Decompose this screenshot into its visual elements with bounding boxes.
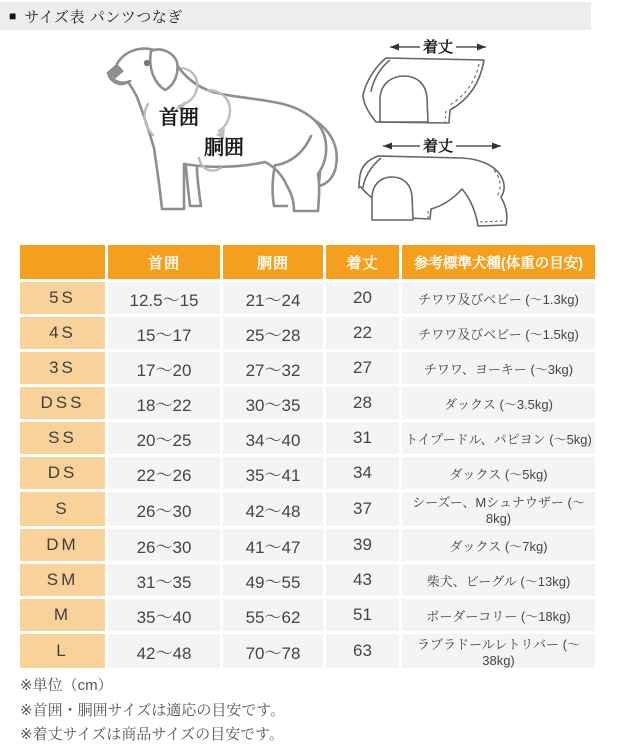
bottom-length-arrowhead-right xyxy=(492,143,501,150)
breed-cell: シーズー、Mシュナウザー (～8kg) xyxy=(402,492,595,526)
size-cell: DSS xyxy=(20,387,105,419)
neck-cell: 35～40 xyxy=(108,599,220,631)
size-cell: 3S xyxy=(20,352,105,384)
neck-cell: 42～48 xyxy=(108,634,220,668)
neck-cell: 26～30 xyxy=(108,529,220,561)
dog-eye xyxy=(144,60,150,66)
size-cell: M xyxy=(20,599,105,631)
garment-length-diagrams xyxy=(350,38,580,240)
girth-cell: 42～48 xyxy=(223,492,323,526)
girth-cell: 30～35 xyxy=(223,387,323,419)
bottom-garment-length-label: 着丈 xyxy=(422,138,454,155)
length-cell: 37 xyxy=(326,492,399,526)
table-row xyxy=(20,634,595,668)
neck-cell: 15～17 xyxy=(108,317,220,349)
table-row xyxy=(20,422,595,454)
length-cell: 31 xyxy=(326,422,399,454)
footnotes xyxy=(20,674,285,748)
girth-cell: 35～41 xyxy=(223,457,323,489)
table-row xyxy=(20,599,595,631)
girth-cell: 70～78 xyxy=(223,634,323,668)
length-cell: 63 xyxy=(326,634,399,668)
length-cell: 43 xyxy=(326,564,399,596)
girth-cell: 55～62 xyxy=(223,599,323,631)
size-cell: DS xyxy=(20,457,105,489)
breed-cell: チワワ及びベビー (～1.3kg) xyxy=(402,282,595,314)
bottom-length-arrowhead-left xyxy=(383,143,392,150)
breed-cell: ダックス (～7kg) xyxy=(402,529,595,561)
neck-cell: 22～26 xyxy=(108,457,220,489)
table-row xyxy=(20,387,595,419)
size-cell: L xyxy=(20,634,105,668)
breed-cell: ダックス (～5kg) xyxy=(402,457,595,489)
square-bullet-icon: ■ xyxy=(9,9,17,23)
note-fit: ※首囲・胴囲サイズは適応の目安です。 xyxy=(20,701,286,719)
breed-cell: チワワ、ヨーキー (～3kg) xyxy=(402,352,595,384)
length-cell: 51 xyxy=(326,599,399,631)
table-row xyxy=(20,352,595,384)
neck-cell: 20～25 xyxy=(108,422,220,454)
length-cell: 27 xyxy=(326,352,399,384)
breed-cell: ダックス (～3.5kg) xyxy=(402,387,595,419)
bottom-garment-leghole xyxy=(372,177,413,220)
girth-cell: 49～55 xyxy=(223,564,323,596)
neck-cell: 12.5～15 xyxy=(108,282,220,314)
note-unit: ※単位（cm） xyxy=(20,677,113,694)
size-cell: 5S xyxy=(20,282,105,314)
girth-cell: 27～32 xyxy=(223,352,323,384)
top-length-arrowhead-left xyxy=(390,44,399,51)
top-garment-leghole xyxy=(380,76,428,122)
dog-far-front-leg xyxy=(186,166,201,206)
header-breed: 参考標準犬種(体重の目安) xyxy=(402,245,595,279)
neck-cell: 31～35 xyxy=(108,564,220,596)
breed-cell: ボーダーコリー (～18kg) xyxy=(402,599,595,631)
size-cell: SM xyxy=(20,564,105,596)
table-row xyxy=(20,492,595,526)
length-cell: 28 xyxy=(326,387,399,419)
length-cell: 22 xyxy=(326,317,399,349)
size-cell: 4S xyxy=(20,317,105,349)
header-length: 着丈 xyxy=(326,245,399,279)
top-length-arrowhead-right xyxy=(477,44,486,51)
table-row xyxy=(20,564,595,596)
dog-measurement-illustration xyxy=(78,40,348,240)
length-cell: 39 xyxy=(326,529,399,561)
girth-measure-label: 胴囲 xyxy=(204,137,244,159)
table-row xyxy=(20,529,595,561)
neck-cell: 17～20 xyxy=(108,352,220,384)
girth-cell: 41～47 xyxy=(223,529,323,561)
page-title: サイズ表 パンツつなぎ xyxy=(24,8,183,26)
size-cell: S xyxy=(20,492,105,526)
breed-cell: チワワ及びベビー (～1.5kg) xyxy=(402,317,595,349)
size-table xyxy=(17,242,598,671)
breed-cell: トイプードル、パピヨン (～5kg) xyxy=(402,422,595,454)
size-cell: SS xyxy=(20,422,105,454)
table-row xyxy=(20,317,595,349)
header-neck: 首囲 xyxy=(108,245,220,279)
length-cell: 34 xyxy=(326,457,399,489)
top-garment-length-label: 着丈 xyxy=(422,39,454,56)
table-row xyxy=(20,282,595,314)
breed-cell: 柴犬、ビーグル (～13kg) xyxy=(402,564,595,596)
girth-cell: 34～40 xyxy=(223,422,323,454)
girth-cell: 25～28 xyxy=(223,317,323,349)
size-cell: DM xyxy=(20,529,105,561)
table-header-row xyxy=(20,245,595,279)
dog-body-outline xyxy=(108,49,326,211)
header-size xyxy=(20,245,105,279)
neck-cell: 26～30 xyxy=(108,492,220,526)
section-title-bar xyxy=(0,2,591,30)
breed-cell: ラブラドールレトリバー (～38kg) xyxy=(402,634,595,668)
header-girth: 胴囲 xyxy=(223,245,323,279)
girth-cell: 21～24 xyxy=(223,282,323,314)
neck-measure-label: 首囲 xyxy=(159,107,199,129)
note-length: ※着丈サイズは商品サイズの目安です。 xyxy=(20,726,284,743)
neck-cell: 18～22 xyxy=(108,387,220,419)
length-cell: 20 xyxy=(326,282,399,314)
table-row xyxy=(20,457,595,489)
